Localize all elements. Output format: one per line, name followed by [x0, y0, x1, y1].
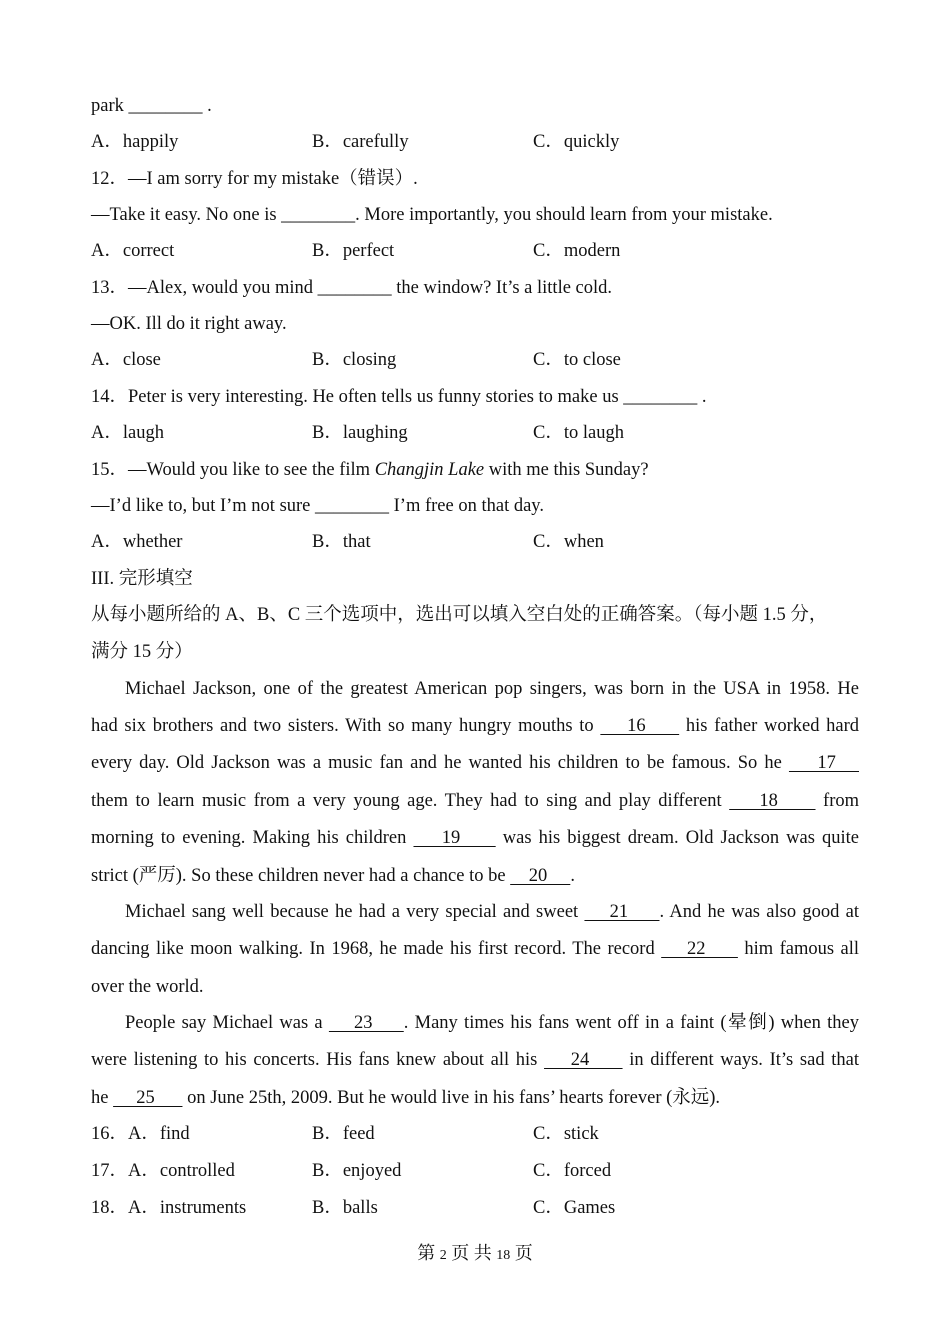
- q15-stem-post: with me this Sunday?: [484, 460, 649, 480]
- footer-text: 页 共: [446, 1243, 497, 1263]
- blank-22: 22: [661, 939, 738, 959]
- q14-option-c: C．to laugh: [533, 423, 624, 443]
- q18-option-c: C．Games: [533, 1198, 616, 1218]
- blank-19: 19: [413, 828, 496, 848]
- q17-options: [91, 1159, 235, 1183]
- passage-line: [91, 900, 859, 924]
- q17-option-b: B．enjoyed: [312, 1161, 402, 1181]
- passage-text: every day. Old Jackson was a music fan and he wanted his children to be famous. So he: [91, 753, 789, 773]
- footer-page-number: 2: [439, 1248, 447, 1263]
- section-instructions-line1: 从每小题所给的 A、B、C 三个选项中，选出可以填入空白处的正确答案。（每小题 1.5 分，: [91, 605, 828, 625]
- footer-text: 页: [510, 1243, 533, 1263]
- q17-option-c: C．forced: [533, 1161, 612, 1181]
- passage-text: him famous all: [737, 939, 859, 959]
- q16-option-b: B．feed: [312, 1124, 375, 1144]
- q13-option-a: A．close: [91, 350, 161, 370]
- passage-text: morning to evening. Making his children: [91, 828, 414, 848]
- passage-text: People say Michael was a: [125, 1013, 329, 1033]
- passage-text: was his biggest dream. Old Jackson was quite: [495, 828, 860, 848]
- passage-line: [91, 826, 859, 850]
- q14-stem: 14．Peter is very interesting. He often tells us funny stories to make us ________ .: [91, 387, 707, 407]
- q16-options: [91, 1122, 190, 1146]
- q12-stem: 12．—I am sorry for my mistake（错误）.: [91, 169, 418, 189]
- q13-reply: —OK. Ill do it right away.: [91, 314, 287, 334]
- q12-option-a: A．correct: [91, 241, 175, 261]
- q14-option-b: B．laughing: [312, 423, 408, 443]
- question-number: 18．: [91, 1198, 129, 1218]
- q17-option-a: A．controlled: [128, 1161, 235, 1181]
- passage-text: were listening to his concerts. His fans knew about all his: [91, 1050, 545, 1070]
- passage-line: [91, 751, 859, 775]
- q15-stem-pre: 15．—Would you like to see the film: [91, 460, 375, 480]
- section-title: III. 完形填空: [91, 569, 193, 589]
- passage-text: on June 25th, 2009. But he would live in his fans’ hearts forever (永远).: [182, 1088, 721, 1108]
- q12-option-b: B．perfect: [312, 241, 395, 261]
- page-footer: [0, 1241, 950, 1268]
- passage-line: [91, 1011, 859, 1035]
- q15-reply: —I’d like to, but I’m not sure ________ I’m free on that day.: [91, 496, 544, 516]
- passage-text: . And he was also good at: [659, 902, 859, 922]
- q16-option-a: A．find: [128, 1124, 190, 1144]
- q15-option-c: C．when: [533, 532, 604, 552]
- q11-option-a: A．happily: [91, 132, 179, 152]
- q12-reply: —Take it easy. No one is ________. More importantly, you should learn from your mistake.: [91, 205, 773, 225]
- passage-text: he: [91, 1088, 114, 1108]
- blank-16: 16: [600, 716, 680, 736]
- passage-line: [91, 1086, 720, 1110]
- passage-text: . Many times his fans went off in a faint (晕倒) when they: [403, 1013, 859, 1033]
- q15-option-b: B．that: [312, 532, 371, 552]
- blank-20: 20: [510, 866, 571, 886]
- q18-option-a: A．instruments: [128, 1198, 247, 1218]
- footer-total-pages: 18: [496, 1248, 511, 1263]
- q15-option-a: A．whether: [91, 532, 183, 552]
- blank-23: 23: [328, 1013, 404, 1033]
- q11-option-c: C．quickly: [533, 132, 620, 152]
- blank-24: 24: [544, 1050, 623, 1070]
- q13-option-b: B．closing: [312, 350, 397, 370]
- q15-film-title: Changjin Lake: [374, 460, 485, 480]
- q12-option-c: C．modern: [533, 241, 621, 261]
- blank-18: 18: [729, 791, 816, 811]
- question-number: 16．: [91, 1124, 129, 1144]
- passage-text: .: [570, 866, 575, 886]
- q11-option-b: B．carefully: [312, 132, 409, 152]
- blank-21: 21: [584, 902, 660, 922]
- q13-stem: 13．—Alex, would you mind ________ the window? It’s a little cold.: [91, 278, 613, 298]
- passage-line: [91, 937, 859, 961]
- passage-text: Michael Jackson, one of the greatest American pop singers, was born in the USA in 1958. He: [125, 679, 859, 699]
- passage-text: in different ways. It’s sad that: [622, 1050, 859, 1070]
- section-instructions-line2: 满分 15 分）: [91, 642, 193, 662]
- passage-text: strict (严厉). So these children never had a chance to be: [91, 866, 511, 886]
- footer-text: 第: [417, 1243, 440, 1263]
- passage-text: over the world.: [91, 977, 204, 997]
- q14-option-a: A．laugh: [91, 423, 164, 443]
- q18-option-b: B．balls: [312, 1198, 378, 1218]
- passage-text: them to learn music from a very young age. They had to sing and play different: [91, 791, 730, 811]
- passage-text: Michael sang well because he had a very special and sweet: [125, 902, 585, 922]
- q15-stem: [91, 458, 649, 482]
- blank-17: 17: [788, 753, 859, 773]
- passage-line: [91, 789, 859, 813]
- q18-options: [91, 1196, 246, 1220]
- passage-text: had six brothers and two sisters. With so many hungry mouths to: [91, 716, 601, 736]
- q11-stem-tail: park ________ .: [91, 96, 212, 116]
- q13-option-c: C．to close: [533, 350, 621, 370]
- passage-line: [91, 975, 204, 999]
- blank-25: 25: [113, 1088, 183, 1108]
- passage-line: [91, 864, 575, 888]
- q16-option-c: C．stick: [533, 1124, 599, 1144]
- passage-text: from: [815, 791, 860, 811]
- passage-line: [91, 1048, 859, 1072]
- passage-line: [91, 714, 859, 738]
- passage-line: [91, 677, 859, 701]
- question-number: 17．: [91, 1161, 129, 1181]
- passage-text: his father worked hard: [679, 716, 860, 736]
- passage-text: dancing like moon walking. In 1968, he made his first record. The record: [91, 939, 662, 959]
